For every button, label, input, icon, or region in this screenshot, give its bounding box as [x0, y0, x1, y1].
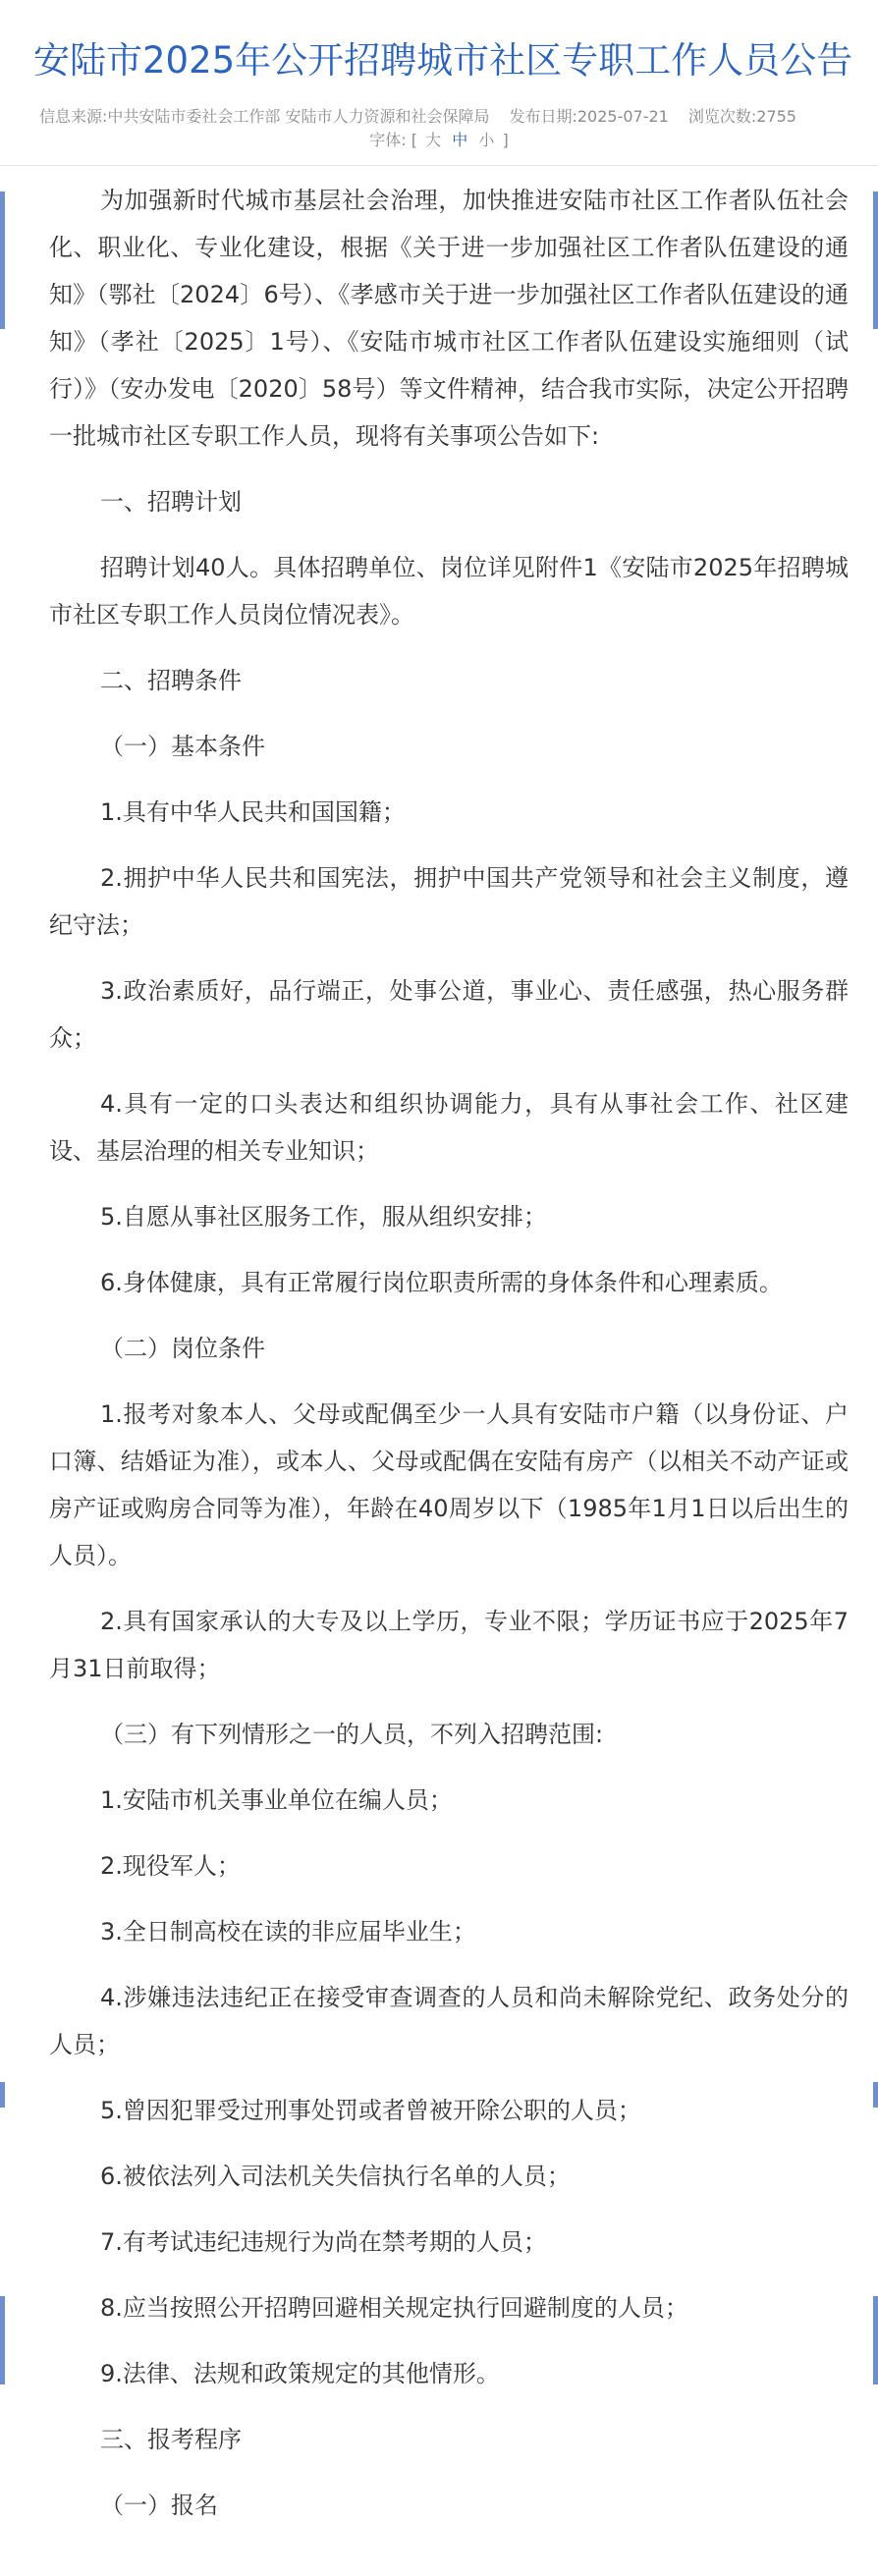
- list-item: 1.具有中华人民共和国国籍；: [100, 798, 406, 826]
- list-item: 3.全日制高校在读的非应届毕业生；: [100, 1918, 476, 1946]
- right-edge-marker: [873, 2296, 878, 2384]
- font-size-label: 字体:: [369, 131, 407, 149]
- paragraph: 招聘计划40人。具体招聘单位、岗位详见附件1《安陆市2025年招聘城市社区专职工作人员岗位情况表》。: [49, 554, 849, 629]
- list-item: 4.具有一定的口头表达和组织协调能力，具有从事社会工作、社区建设、基层治理的相关专业知识；: [49, 1090, 849, 1165]
- list-item: 1.安陆市机关事业单位在编人员；: [100, 1786, 453, 1814]
- list-item: 3.政治素质好，品行端正，处事公道，事业心、责任感强，热心服务群众；: [49, 977, 849, 1052]
- subsection-heading: （一）基本条件: [100, 733, 265, 760]
- list-item: 6.身体健康，具有正常履行岗位职责所需的身体条件和心理素质。: [100, 1269, 783, 1296]
- list-item: 9.法律、法规和政策规定的其他情形。: [100, 2360, 500, 2387]
- font-size-medium-button[interactable]: 中: [452, 131, 468, 149]
- font-size-switcher: [0, 130, 878, 151]
- subsection-heading: （一）报名: [100, 2492, 218, 2519]
- list-item: 4.涉嫌违法违纪正在接受审查调查的人员和尚未解除党纪、政务处分的人员；: [49, 1984, 849, 2058]
- view-count: 浏览次数:2755: [687, 107, 796, 126]
- list-item: 5.曾因犯罪受过刑事处罚或者曾被开除公职的人员；: [100, 2097, 641, 2124]
- font-size-large-button[interactable]: 大: [425, 131, 442, 149]
- list-item: 1.报考对象本人、父母或配偶至少一人具有安陆市户籍（以身份证、户口簿、结婚证为准），或本人、父母或配偶在安陆有房产（以相关不动产证或房产证或购房合同等为准），年龄在40周岁以下（1985年1月1日以后出生的人员）。: [49, 1400, 849, 1569]
- source-info: 信息来源:中共安陆市委社会工作部 安陆市人力资源和社会保障局: [39, 107, 490, 126]
- list-item: 2.拥护中华人民共和国宪法，拥护中国共产党领导和社会主义制度，遵纪守法；: [49, 864, 849, 939]
- left-edge-marker: [0, 2082, 5, 2108]
- list-item: 6.被依法列入司法机关失信执行名单的人员；: [100, 2163, 571, 2190]
- list-item: 2.现役军人；: [100, 1852, 241, 1880]
- font-size-small-button[interactable]: 小: [478, 131, 495, 149]
- list-item: 8.应当按照公开招聘回避相关规定执行回避制度的人员；: [100, 2294, 688, 2322]
- bracket-open: [: [411, 131, 418, 149]
- article-body: [49, 177, 849, 2548]
- page-title: 安陆市2025年公开招聘城市社区专职工作人员公告: [33, 39, 853, 82]
- section-heading: 一、招聘计划: [100, 488, 242, 516]
- left-edge-marker: [0, 192, 5, 329]
- publish-date: 发布日期:2025-07-21: [509, 107, 669, 126]
- section-heading: 二、招聘条件: [100, 667, 242, 694]
- right-edge-marker: [873, 2082, 878, 2108]
- section-heading: 三、报考程序: [100, 2426, 242, 2453]
- right-edge-marker: [873, 192, 878, 329]
- list-item: 7.有考试违纪违规行为尚在禁考期的人员；: [100, 2228, 547, 2256]
- list-item: 5.自愿从事社区服务工作，服从组织安排；: [100, 1203, 547, 1231]
- header-divider: [0, 165, 878, 166]
- list-item: 2.具有国家承认的大专及以上学历，专业不限；学历证书应于2025年7月31日前取得；: [49, 1608, 849, 1682]
- subsection-heading: （二）岗位条件: [100, 1335, 265, 1362]
- left-edge-marker: [0, 2296, 5, 2384]
- intro-paragraph: 为加强新时代城市基层社会治理，加快推进安陆市社区工作者队伍社会化、职业化、专业化建设，根据《关于进一步加强社区工作者队伍建设的通知》（鄂社〔2024〕6号）、《孝感市关于进一步加强社区工作者队伍建设的通知》（孝社〔2025〕1号）、《安陆市城市社区工作者队伍建设实施细则（试行）》（安办发电〔2020〕58号）等文件精神，结合我市实际，决定公开招聘一批城市社区专职工作人员，现将有关事项公告如下:: [49, 187, 849, 450]
- article-meta: [0, 106, 878, 128]
- bracket-close: ]: [502, 131, 509, 149]
- subsection-heading: （三）有下列情形之一的人员，不列入招聘范围:: [100, 1721, 604, 1748]
